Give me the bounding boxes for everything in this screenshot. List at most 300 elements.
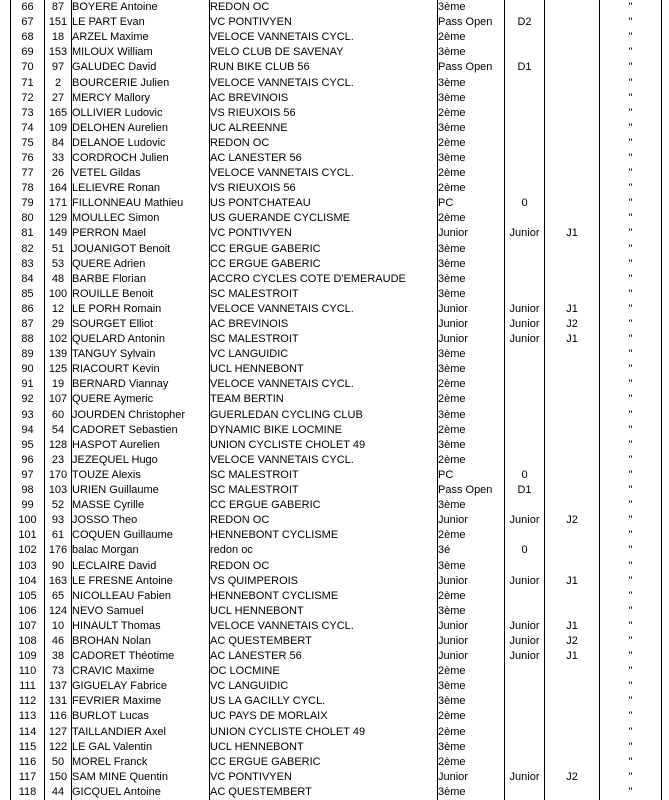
rank-cell: 108	[11, 634, 45, 649]
bib-number-cell: 12	[45, 302, 72, 317]
subcategory-cell	[505, 181, 545, 196]
rank-cell: 104	[11, 574, 45, 589]
club-cell: VELOCE VANNETAIS CYCL.	[210, 377, 438, 392]
club-cell: HENNEBONT CYCLISME	[210, 589, 438, 604]
rider-name-cell: DELOHEN Aurelien	[72, 121, 210, 136]
subcategory-cell: D2	[505, 15, 545, 30]
subcategory-cell: D1	[505, 60, 545, 75]
rank-cell: 116	[11, 755, 45, 770]
category-cell: Pass Open	[438, 15, 505, 30]
rider-name-cell: TOUZE Alexis	[72, 468, 210, 483]
rank-cell: 82	[11, 242, 45, 257]
rider-name-cell: OLLIVIER Ludovic	[72, 106, 210, 121]
age-code-cell	[545, 498, 600, 513]
club-cell: SC MALESTROIT	[210, 332, 438, 347]
category-cell: 3ème	[438, 498, 505, 513]
table-row	[11, 785, 662, 800]
rank-cell: 86	[11, 302, 45, 317]
ditto-cell: "	[600, 106, 662, 121]
club-cell: VELOCE VANNETAIS CYCL.	[210, 453, 438, 468]
bib-number-cell: 51	[45, 242, 72, 257]
table-row	[11, 649, 662, 664]
category-cell: 2ème	[438, 106, 505, 121]
bib-number-cell: 10	[45, 619, 72, 634]
category-cell: 3ème	[438, 0, 505, 15]
ditto-cell: "	[600, 498, 662, 513]
subcategory-cell	[505, 679, 545, 694]
rank-cell: 83	[11, 257, 45, 272]
table-row	[11, 121, 662, 136]
table-row	[11, 498, 662, 513]
category-cell: Junior	[438, 634, 505, 649]
rank-cell: 68	[11, 30, 45, 45]
rider-name-cell: NICOLLEAU Fabien	[72, 589, 210, 604]
club-cell: HENNEBONT CYCLISME	[210, 528, 438, 543]
subcategory-cell	[505, 725, 545, 740]
ditto-cell: "	[600, 785, 662, 800]
bib-number-cell: 116	[45, 709, 72, 724]
bib-number-cell: 18	[45, 30, 72, 45]
subcategory-cell	[505, 558, 545, 573]
ditto-cell: "	[600, 589, 662, 604]
age-code-cell: J1	[545, 302, 600, 317]
ditto-cell: "	[600, 483, 662, 498]
club-cell: VC PONTIVYEN	[210, 15, 438, 30]
rider-name-cell: JOSSO Theo	[72, 513, 210, 528]
ditto-cell: "	[600, 75, 662, 90]
subcategory-cell: Junior	[505, 770, 545, 785]
age-code-cell	[545, 60, 600, 75]
table-row	[11, 740, 662, 755]
ditto-cell: "	[600, 604, 662, 619]
rider-name-cell: GICQUEL Antoine	[72, 785, 210, 800]
club-cell: VELOCE VANNETAIS CYCL.	[210, 75, 438, 90]
subcategory-cell: Junior	[505, 317, 545, 332]
rider-name-cell: BARBE Florian	[72, 272, 210, 287]
ditto-cell: "	[600, 513, 662, 528]
bib-number-cell: 131	[45, 694, 72, 709]
table-row	[11, 30, 662, 45]
table-row	[11, 468, 662, 483]
rider-name-cell: DELANOE Ludovic	[72, 136, 210, 151]
rider-name-cell: ROUILLE Benoit	[72, 287, 210, 302]
table-row	[11, 151, 662, 166]
category-cell: 3ème	[438, 75, 505, 90]
table-row	[11, 377, 662, 392]
rider-name-cell: LE PORH Romain	[72, 302, 210, 317]
age-code-cell	[545, 242, 600, 257]
table-row	[11, 664, 662, 679]
rank-cell: 101	[11, 528, 45, 543]
rank-cell: 94	[11, 423, 45, 438]
ditto-cell: "	[600, 468, 662, 483]
age-code-cell	[545, 377, 600, 392]
rank-cell: 96	[11, 453, 45, 468]
ditto-cell: "	[600, 272, 662, 287]
age-code-cell	[545, 121, 600, 136]
ditto-cell: "	[600, 0, 662, 15]
subcategory-cell: 0	[505, 196, 545, 211]
table-row	[11, 619, 662, 634]
rider-name-cell: HINAULT Thomas	[72, 619, 210, 634]
subcategory-cell	[505, 272, 545, 287]
ditto-cell: "	[600, 770, 662, 785]
rank-cell: 111	[11, 679, 45, 694]
rank-cell: 109	[11, 649, 45, 664]
table-row	[11, 408, 662, 423]
subcategory-cell	[505, 242, 545, 257]
table-row	[11, 709, 662, 724]
rider-name-cell: CADORET Sebastien	[72, 423, 210, 438]
bib-number-cell: 165	[45, 106, 72, 121]
rider-name-cell: LE PART Evan	[72, 15, 210, 30]
bib-number-cell: 139	[45, 347, 72, 362]
club-cell: VC LANGUIDIC	[210, 679, 438, 694]
rider-name-cell: NEVO Samuel	[72, 604, 210, 619]
rider-name-cell: MILOUX William	[72, 45, 210, 60]
club-cell: VELOCE VANNETAIS CYCL.	[210, 619, 438, 634]
bib-number-cell: 102	[45, 332, 72, 347]
subcategory-cell: Junior	[505, 513, 545, 528]
subcategory-cell	[505, 785, 545, 800]
ditto-cell: "	[600, 242, 662, 257]
subcategory-cell	[505, 664, 545, 679]
rider-name-cell: TAILLANDIER Axel	[72, 725, 210, 740]
age-code-cell	[545, 257, 600, 272]
category-cell: 3ème	[438, 272, 505, 287]
club-cell: VELOCE VANNETAIS CYCL.	[210, 302, 438, 317]
ditto-cell: "	[600, 679, 662, 694]
club-cell: VS RIEUXOIS 56	[210, 181, 438, 196]
subcategory-cell	[505, 423, 545, 438]
age-code-cell	[545, 0, 600, 15]
rank-cell: 88	[11, 332, 45, 347]
table-row	[11, 543, 662, 558]
rider-name-cell: CADORET Théotime	[72, 649, 210, 664]
club-cell: VS RIEUXOIS 56	[210, 106, 438, 121]
bib-number-cell: 103	[45, 483, 72, 498]
bib-number-cell: 97	[45, 60, 72, 75]
ditto-cell: "	[600, 634, 662, 649]
subcategory-cell	[505, 45, 545, 60]
category-cell: 3ème	[438, 785, 505, 800]
rank-cell: 67	[11, 15, 45, 30]
category-cell: 3ème	[438, 604, 505, 619]
table-row	[11, 257, 662, 272]
ditto-cell: "	[600, 423, 662, 438]
club-cell: VELO CLUB DE SAVENAY	[210, 45, 438, 60]
bib-number-cell: 150	[45, 770, 72, 785]
subcategory-cell: Junior	[505, 226, 545, 241]
age-code-cell	[545, 287, 600, 302]
category-cell: PC	[438, 196, 505, 211]
rank-cell: 71	[11, 75, 45, 90]
rank-cell: 107	[11, 619, 45, 634]
table-row	[11, 634, 662, 649]
category-cell: Junior	[438, 317, 505, 332]
subcategory-cell	[505, 694, 545, 709]
age-code-cell	[545, 679, 600, 694]
rank-cell: 85	[11, 287, 45, 302]
rank-cell: 113	[11, 709, 45, 724]
club-cell: UNION CYCLISTE CHOLET 49	[210, 725, 438, 740]
table-row	[11, 694, 662, 709]
rank-cell: 115	[11, 740, 45, 755]
category-cell: Pass Open	[438, 483, 505, 498]
bib-number-cell: 171	[45, 196, 72, 211]
category-cell: Junior	[438, 226, 505, 241]
bib-number-cell: 50	[45, 755, 72, 770]
rider-name-cell: TANGUY Sylvain	[72, 347, 210, 362]
rank-cell: 70	[11, 60, 45, 75]
bib-number-cell: 33	[45, 151, 72, 166]
ditto-cell: "	[600, 664, 662, 679]
bib-number-cell: 107	[45, 392, 72, 407]
age-code-cell	[545, 483, 600, 498]
ditto-cell: "	[600, 619, 662, 634]
club-cell: US LA GACILLY CYCL.	[210, 694, 438, 709]
rank-cell: 99	[11, 498, 45, 513]
ditto-cell: "	[600, 528, 662, 543]
bib-number-cell: 100	[45, 287, 72, 302]
ditto-cell: "	[600, 302, 662, 317]
ditto-cell: "	[600, 392, 662, 407]
age-code-cell	[545, 347, 600, 362]
ditto-cell: "	[600, 287, 662, 302]
club-cell: UCL HENNEBONT	[210, 362, 438, 377]
rank-cell: 100	[11, 513, 45, 528]
age-code-cell	[545, 453, 600, 468]
category-cell: 2ème	[438, 377, 505, 392]
subcategory-cell	[505, 166, 545, 181]
category-cell: 3ème	[438, 121, 505, 136]
rider-name-cell: LE GAL Valentin	[72, 740, 210, 755]
table-row	[11, 483, 662, 498]
rank-cell: 103	[11, 558, 45, 573]
ditto-cell: "	[600, 60, 662, 75]
category-cell: Junior	[438, 649, 505, 664]
category-cell: 3ème	[438, 558, 505, 573]
ditto-cell: "	[600, 317, 662, 332]
club-cell: REDON OC	[210, 0, 438, 15]
bib-number-cell: 65	[45, 589, 72, 604]
ditto-cell: "	[600, 332, 662, 347]
table-row	[11, 45, 662, 60]
category-cell: 3ème	[438, 438, 505, 453]
rider-name-cell: BURLOT Lucas	[72, 709, 210, 724]
bib-number-cell: 38	[45, 649, 72, 664]
rank-cell: 84	[11, 272, 45, 287]
subcategory-cell	[505, 0, 545, 15]
age-code-cell	[545, 740, 600, 755]
category-cell: 3ème	[438, 287, 505, 302]
category-cell: 3ème	[438, 694, 505, 709]
rider-name-cell: GALUDEC David	[72, 60, 210, 75]
club-cell: ACCRO CYCLES COTE D'EMERAUDE	[210, 272, 438, 287]
age-code-cell: J1	[545, 619, 600, 634]
club-cell: UNION CYCLISTE CHOLET 49	[210, 438, 438, 453]
age-code-cell	[545, 362, 600, 377]
subcategory-cell	[505, 362, 545, 377]
category-cell: 2ème	[438, 725, 505, 740]
rider-name-cell: MASSE Cyrille	[72, 498, 210, 513]
rank-cell: 93	[11, 408, 45, 423]
rank-cell: 102	[11, 543, 45, 558]
bib-number-cell: 163	[45, 574, 72, 589]
table-row	[11, 75, 662, 90]
rank-cell: 92	[11, 392, 45, 407]
bib-number-cell: 149	[45, 226, 72, 241]
rider-name-cell: MOULLEC Simon	[72, 211, 210, 226]
category-cell: Junior	[438, 513, 505, 528]
table-row	[11, 679, 662, 694]
rank-cell: 80	[11, 211, 45, 226]
age-code-cell	[545, 392, 600, 407]
rider-name-cell: JOUANIGOT Benoit	[72, 242, 210, 257]
subcategory-cell: Junior	[505, 574, 545, 589]
age-code-cell	[545, 438, 600, 453]
rider-name-cell: LECLAIRE David	[72, 558, 210, 573]
rider-name-cell: RIACOURT Kevin	[72, 362, 210, 377]
club-cell: TEAM BERTIN	[210, 392, 438, 407]
rank-cell: 87	[11, 317, 45, 332]
subcategory-cell	[505, 91, 545, 106]
club-cell: OC LOCMINE	[210, 664, 438, 679]
bib-number-cell: 84	[45, 136, 72, 151]
bib-number-cell: 27	[45, 91, 72, 106]
age-code-cell	[545, 196, 600, 211]
rank-cell: 69	[11, 45, 45, 60]
rank-cell: 95	[11, 438, 45, 453]
category-cell: 3ème	[438, 679, 505, 694]
subcategory-cell	[505, 151, 545, 166]
ditto-cell: "	[600, 694, 662, 709]
rider-name-cell: balac Morgan	[72, 543, 210, 558]
age-code-cell	[545, 528, 600, 543]
bib-number-cell: 48	[45, 272, 72, 287]
rider-name-cell: MERCY Mallory	[72, 91, 210, 106]
subcategory-cell	[505, 604, 545, 619]
bib-number-cell: 61	[45, 528, 72, 543]
age-code-cell	[545, 604, 600, 619]
rider-name-cell: ARZEL Maxime	[72, 30, 210, 45]
category-cell: Junior	[438, 302, 505, 317]
category-cell: 3ème	[438, 257, 505, 272]
club-cell: VC LANGUIDIC	[210, 347, 438, 362]
subcategory-cell	[505, 392, 545, 407]
ditto-cell: "	[600, 649, 662, 664]
category-cell: 2ème	[438, 423, 505, 438]
rank-cell: 77	[11, 166, 45, 181]
category-cell: 2ème	[438, 166, 505, 181]
subcategory-cell: Junior	[505, 332, 545, 347]
table-row	[11, 558, 662, 573]
bib-number-cell: 44	[45, 785, 72, 800]
table-row	[11, 196, 662, 211]
subcategory-cell	[505, 740, 545, 755]
bib-number-cell: 53	[45, 257, 72, 272]
category-cell: Junior	[438, 332, 505, 347]
age-code-cell: J1	[545, 226, 600, 241]
club-cell: UCL HENNEBONT	[210, 740, 438, 755]
club-cell: REDON OC	[210, 558, 438, 573]
category-cell: 2ème	[438, 30, 505, 45]
club-cell: VELOCE VANNETAIS CYCL.	[210, 166, 438, 181]
rider-name-cell: QUELARD Antonin	[72, 332, 210, 347]
category-cell: 3é	[438, 543, 505, 558]
rank-cell: 112	[11, 694, 45, 709]
age-code-cell	[545, 423, 600, 438]
ditto-cell: "	[600, 574, 662, 589]
bib-number-cell: 93	[45, 513, 72, 528]
category-cell: 2ème	[438, 709, 505, 724]
table-row	[11, 272, 662, 287]
age-code-cell	[545, 694, 600, 709]
rank-cell: 81	[11, 226, 45, 241]
club-cell: CC ERGUE GABERIC	[210, 755, 438, 770]
ditto-cell: "	[600, 45, 662, 60]
age-code-cell	[545, 166, 600, 181]
bib-number-cell: 2	[45, 75, 72, 90]
bib-number-cell: 87	[45, 0, 72, 15]
club-cell: AC LANESTER 56	[210, 151, 438, 166]
subcategory-cell: Junior	[505, 619, 545, 634]
age-code-cell	[545, 589, 600, 604]
rider-name-cell: VETEL Gildas	[72, 166, 210, 181]
ditto-cell: "	[600, 408, 662, 423]
category-cell: 3ème	[438, 242, 505, 257]
ditto-cell: "	[600, 91, 662, 106]
bib-number-cell: 90	[45, 558, 72, 573]
club-cell: VC PONTIVYEN	[210, 226, 438, 241]
bib-number-cell: 26	[45, 166, 72, 181]
subcategory-cell	[505, 75, 545, 90]
ditto-cell: "	[600, 136, 662, 151]
club-cell: AC LANESTER 56	[210, 649, 438, 664]
table-row	[11, 287, 662, 302]
rank-cell: 79	[11, 196, 45, 211]
ditto-cell: "	[600, 755, 662, 770]
ditto-cell: "	[600, 709, 662, 724]
ditto-cell: "	[600, 181, 662, 196]
category-cell: Pass Open	[438, 60, 505, 75]
rider-name-cell: BOYERE Antoine	[72, 0, 210, 15]
ditto-cell: "	[600, 196, 662, 211]
subcategory-cell: 0	[505, 468, 545, 483]
table-row	[11, 362, 662, 377]
category-cell: 2ème	[438, 136, 505, 151]
table-row	[11, 60, 662, 75]
category-cell: 3ème	[438, 151, 505, 166]
table-row	[11, 106, 662, 121]
rank-cell: 76	[11, 151, 45, 166]
rider-name-cell: LE FRESNE Antoine	[72, 574, 210, 589]
subcategory-cell	[505, 408, 545, 423]
bib-number-cell: 129	[45, 211, 72, 226]
club-cell: UCL HENNEBONT	[210, 604, 438, 619]
rank-cell: 74	[11, 121, 45, 136]
subcategory-cell	[505, 453, 545, 468]
bib-number-cell: 170	[45, 468, 72, 483]
table-row	[11, 15, 662, 30]
subcategory-cell	[505, 106, 545, 121]
age-code-cell	[545, 75, 600, 90]
club-cell: VS QUIMPEROIS	[210, 574, 438, 589]
bib-number-cell: 46	[45, 634, 72, 649]
age-code-cell	[545, 664, 600, 679]
age-code-cell	[545, 136, 600, 151]
ditto-cell: "	[600, 166, 662, 181]
